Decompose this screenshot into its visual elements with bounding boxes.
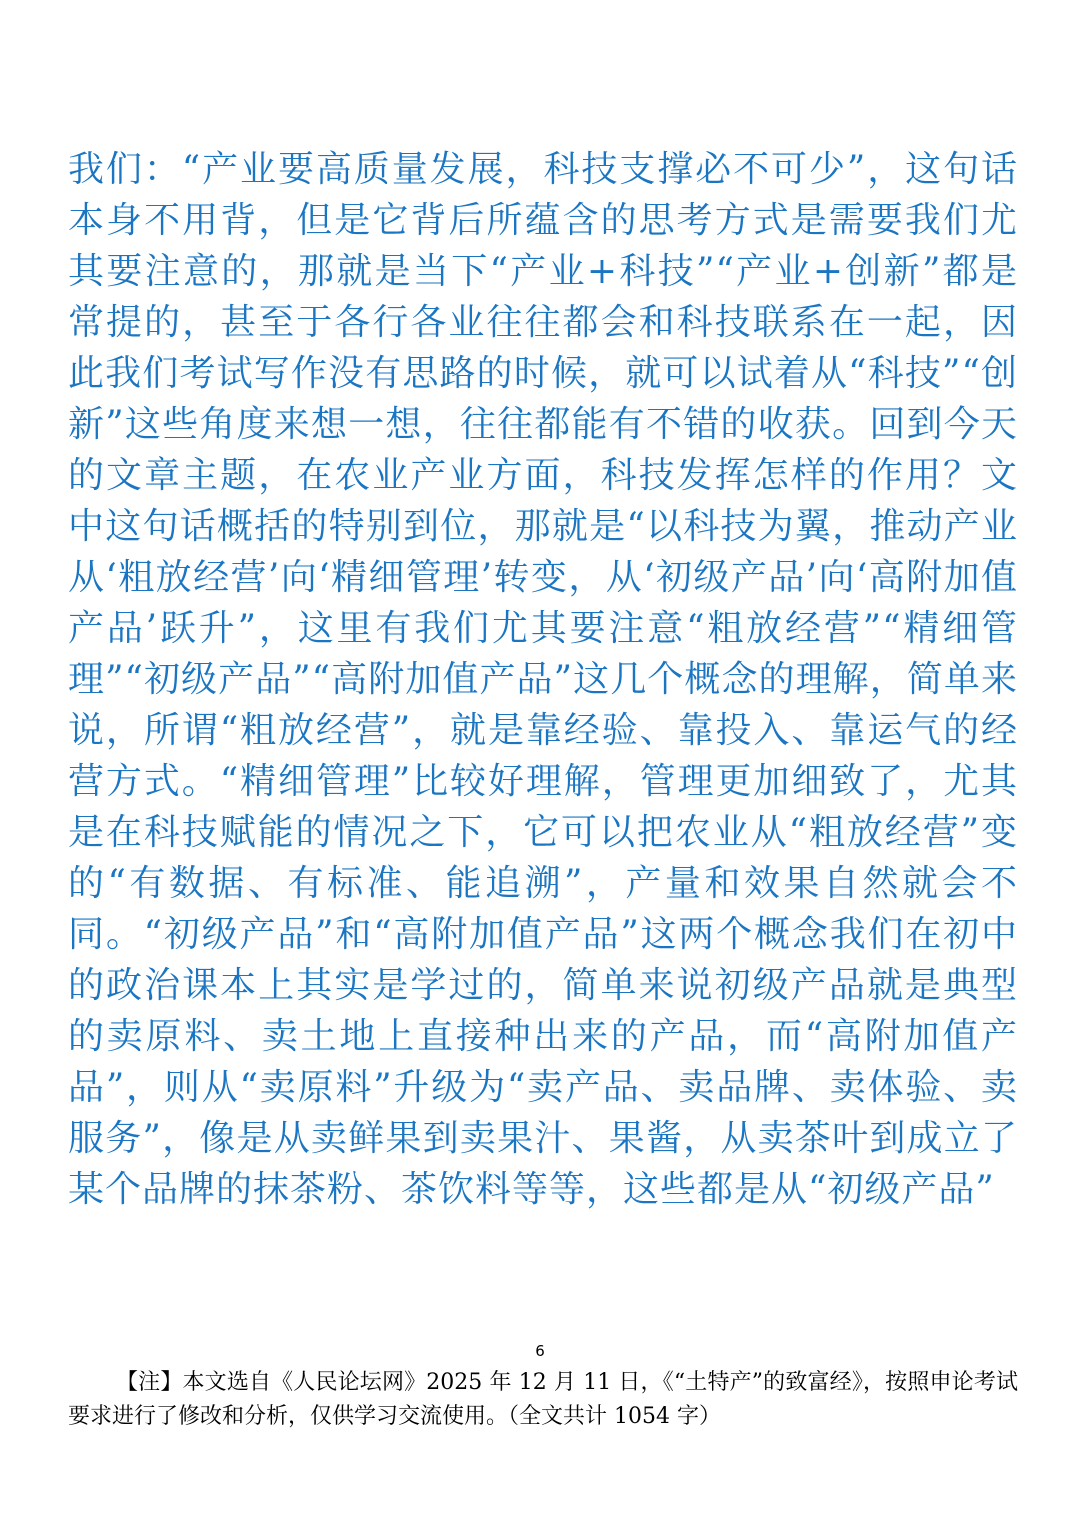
source-footnote: 【注】本文选自《人民论坛网》2025 年 12 月 11 日，《“土特产”的致富经》，按照申论考试要求进行了修改和分析，仅供学习交流使用。（全文共计 1054 字）	[68, 1370, 1018, 1429]
page-number: 6	[535, 1342, 545, 1360]
body-paragraph: 我们：“产业要高质量发展，科技支撑必不可少”，这句话本身不用背，但是它背后所蕴含的思考方式是需要我们尤其要注意的，那就是当下“产业+科技”“产业+创新”都是常提的，甚至于各行各业往往都会和科技联系在一起，因此我们考试写作没有思路的时候，就可以试着从“科技”“创新”这些角度来想一想，往往都能有不错的收获。回到今天的文章主题，在农业产业方面，科技发挥怎样的作用？文中这句话概括的特别到位，那就是“以科技为翼，推动产业从‘粗放经营’向‘精细管理’转变，从‘初级产品’向‘高附加值产品’跃升”，这里有我们尤其要注意“粗放经营”“精细管理”“初级产品”“高附加值产品”这几个概念的理解，简单来说，所谓“粗放经营”，就是靠经验、靠投入、靠运气的经营方式。“精细管理”比较好理解，管理更加细致了，尤其是在科技赋能的情况之下，它可以把农业从“粗放经营”变的“有数据、有标准、能追溯”，产量和效果自然就会不同。“初级产品”和“高附加值产品”这两个概念我们在初中的政治课本上其实是学过的，简单来说初级产品就是典型的卖原料、卖土地上直接种出来的产品，而“高附加值产品”，则从“卖原料”升级为“卖产品、卖品牌、卖体验、卖服务”，像是从卖鲜果到卖果汁、果酱，从卖茶叶到成立了某个品牌的抹茶粉、茶饮料等等，这些都是从“初级产品”	[68, 149, 1018, 1210]
